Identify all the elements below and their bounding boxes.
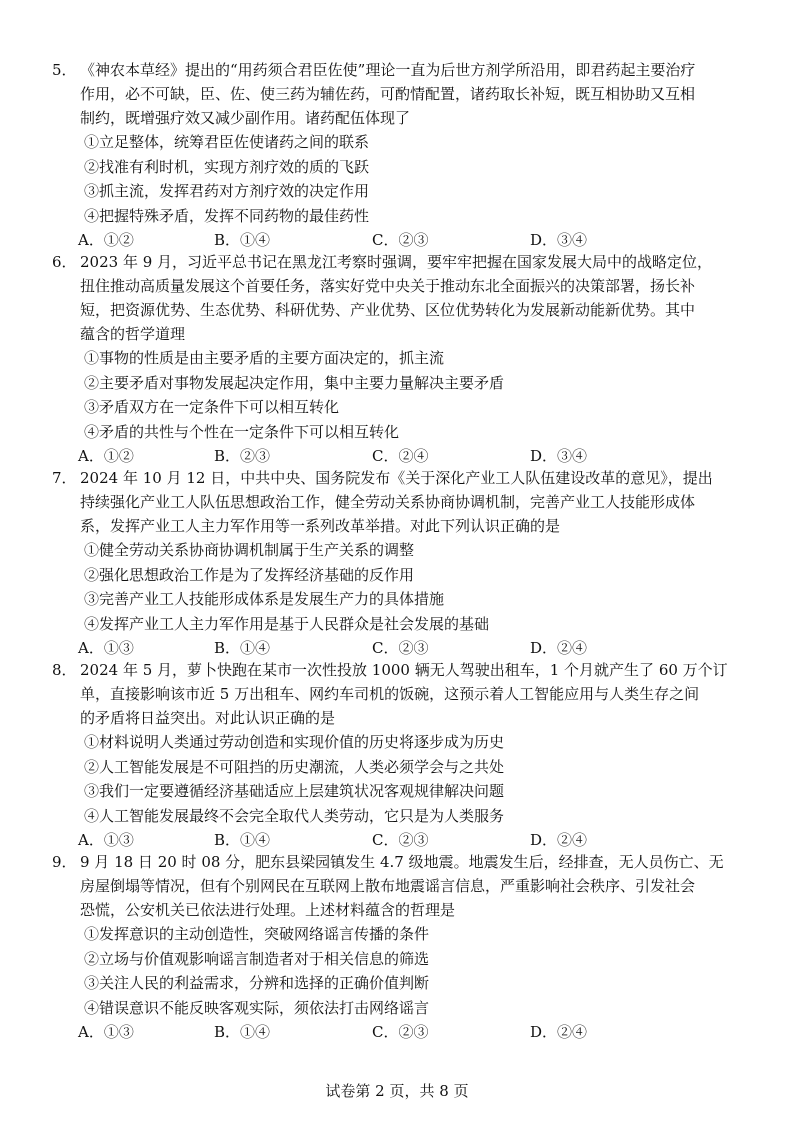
option-a: A．①③ — [78, 1023, 134, 1041]
question-line — [52, 682, 752, 706]
option-a: A．①③ — [78, 831, 134, 849]
option-b: B．②③ — [214, 447, 271, 465]
question-line — [52, 658, 752, 682]
statement-2: ②强化思想政治工作是为了发挥经济基础的反作用 — [84, 565, 415, 584]
question-text: 制约，既增强疗效又减少副作用。诸药配伍体现了 — [80, 109, 411, 127]
option-c: C．②③ — [372, 639, 429, 657]
statement-3: ③我们一定要遵循经济基础适应上层建筑状况客观规律解决问题 — [84, 782, 505, 800]
option-c: C．②③ — [372, 231, 429, 249]
question-text: 作用，必不可缺，臣、佐、使三药为辅佐药，可酌情配置，诸药取长补短，既互相协助又互相 — [80, 85, 696, 103]
answer-options — [52, 828, 752, 852]
answer-options — [52, 1020, 752, 1044]
question-text: 蕴含的哲学道理 — [80, 325, 186, 343]
page-footer: 试卷第 2 页，共 8 页 — [325, 1082, 469, 1100]
statement-4: ④人工智能发展最终不会完全取代人类劳动，它只是为人类服务 — [84, 806, 505, 825]
question-number: 8． — [52, 661, 77, 679]
option-d: D．③④ — [530, 231, 588, 249]
question-line — [52, 514, 752, 538]
option-c: C．②③ — [372, 1023, 429, 1041]
question-line — [52, 250, 752, 274]
question-text: 的矛盾将日益突出。对此认识正确的是 — [80, 709, 336, 727]
option-a: A．①③ — [78, 639, 134, 657]
statement-4: ④发挥产业工人主力军作用是基于人民群众是社会发展的基础 — [84, 614, 490, 633]
question-text: 扭住推动高质量发展这个首要任务，落实好党中央关于推动东北全面振兴的决策部署，扬长补 — [80, 277, 696, 295]
answer-options — [52, 228, 752, 252]
statement-3: ③矛盾双方在一定条件下可以相互转化 — [84, 398, 340, 416]
answer-options — [52, 636, 752, 660]
statement-1: ①发挥意识的主动创造性，突破网络谣言传播的条件 — [84, 925, 430, 943]
question-line — [52, 850, 752, 874]
option-c: C．②④ — [372, 447, 429, 465]
question-text: 2023 年 9 月，习近平总书记在黑龙江考察时强调，要牢牢把握在国家发展大局中的战略定位， — [80, 253, 713, 271]
question-text: 恐慌，公安机关已依法进行处理。上述材料蕴含的哲理是 — [80, 901, 456, 919]
question-9 — [52, 850, 752, 1044]
option-d: D．③④ — [530, 447, 588, 465]
question-line — [52, 490, 752, 514]
question-8 — [52, 658, 752, 852]
statement-4: ④矛盾的共性与个性在一定条件下可以相互转化 — [84, 422, 400, 441]
option-a: A．①② — [78, 231, 134, 249]
question-6 — [52, 250, 752, 468]
statement-3: ③抓主流，发挥君药对方剂疗效的决定作用 — [84, 182, 370, 200]
statement-3: ③完善产业工人技能形成体系是发展生产力的具体措施 — [84, 590, 445, 608]
option-b: B．①④ — [214, 231, 271, 249]
statement-4: ④错误意识不能反映客观实际，须依法打击网络谣言 — [84, 998, 430, 1017]
question-line — [52, 58, 752, 82]
question-text: 短，把资源优势、生态优势、科研优势、产业优势、区位优势转化为发展新动能新优势。其中 — [80, 301, 696, 319]
answer-options — [52, 444, 752, 468]
statement-2: ②立场与价值观影响谣言制造者对于相关信息的筛选 — [84, 949, 430, 968]
question-7 — [52, 466, 752, 660]
statement-2: ②找准有利时机，实现方剂疗效的质的飞跃 — [84, 157, 370, 176]
question-text: 《神农本草经》提出的“用药须合君臣佐使”理论一直为后世方剂学所沿用，即君药起主要治疗 — [80, 61, 696, 79]
question-number: 7． — [52, 469, 77, 487]
statement-2: ②主要矛盾对事物发展起决定作用，集中主要力量解决主要矛盾 — [84, 373, 505, 392]
question-text: 单，直接影响该市近 5 万出租车、网约车司机的饭碗，这预示着人工智能应用与人类生存之间 — [80, 685, 700, 703]
option-b: B．①④ — [214, 639, 271, 657]
option-a: A．①② — [78, 447, 134, 465]
question-text: 2024 年 10 月 12 日，中共中央、国务院发布《关于深化产业工人队伍建设改革的意见》，提出 — [80, 469, 713, 487]
option-d: D．②④ — [530, 1023, 588, 1041]
option-d: D．②④ — [530, 639, 588, 657]
statement-4: ④把握特殊矛盾，发挥不同药物的最佳药性 — [84, 206, 370, 225]
statement-1: ①健全劳动关系协商协调机制属于生产关系的调整 — [84, 541, 415, 559]
statement-2: ②人工智能发展是不可阻挡的历史潮流，人类必须学会与之共处 — [84, 757, 505, 776]
option-b: B．①④ — [214, 1023, 271, 1041]
question-line — [52, 322, 752, 346]
option-c: C．②③ — [372, 831, 429, 849]
question-line — [52, 466, 752, 490]
question-text: 持续强化产业工人队伍思想政治工作，健全劳动关系协商协调机制，完善产业工人技能形成体 — [80, 493, 696, 511]
question-number: 5． — [52, 61, 77, 79]
statement-1: ①立足整体，统筹君臣佐使诸药之间的联系 — [84, 133, 370, 151]
question-line — [52, 706, 752, 730]
question-number: 6． — [52, 253, 77, 271]
question-line — [52, 898, 752, 922]
question-line — [52, 106, 752, 130]
statement-1: ①材料说明人类通过劳动创造和实现价值的历史将逐步成为历史 — [84, 733, 505, 751]
question-text: 9 月 18 日 20 时 08 分，肥东县梁园镇发生 4.7 级地震。地震发生后，经排查，无人员伤亡、无 — [80, 853, 724, 871]
question-text: 系，发挥产业工人主力军作用等一系列改革举措。对此下列认识正确的是 — [80, 517, 561, 535]
question-text: 2024 年 5 月，萝卜快跑在某市一次性投放 1000 辆无人驾驶出租车，1 个月就产生了 60 万个订 — [80, 661, 728, 679]
question-text: 房屋倒塌等情况，但有个别网民在互联网上散布地震谣言信息，严重影响社会秩序、引发社会 — [80, 877, 696, 895]
question-line — [52, 874, 752, 898]
question-5 — [52, 58, 752, 252]
option-b: B．①④ — [214, 831, 271, 849]
question-line — [52, 298, 752, 322]
question-line — [52, 82, 752, 106]
question-number: 9． — [52, 853, 77, 871]
statement-1: ①事物的性质是由主要矛盾的主要方面决定的，抓主流 — [84, 349, 445, 367]
option-d: D．②④ — [530, 831, 588, 849]
question-line — [52, 274, 752, 298]
statement-3: ③关注人民的利益需求，分辨和选择的正确价值判断 — [84, 974, 430, 992]
